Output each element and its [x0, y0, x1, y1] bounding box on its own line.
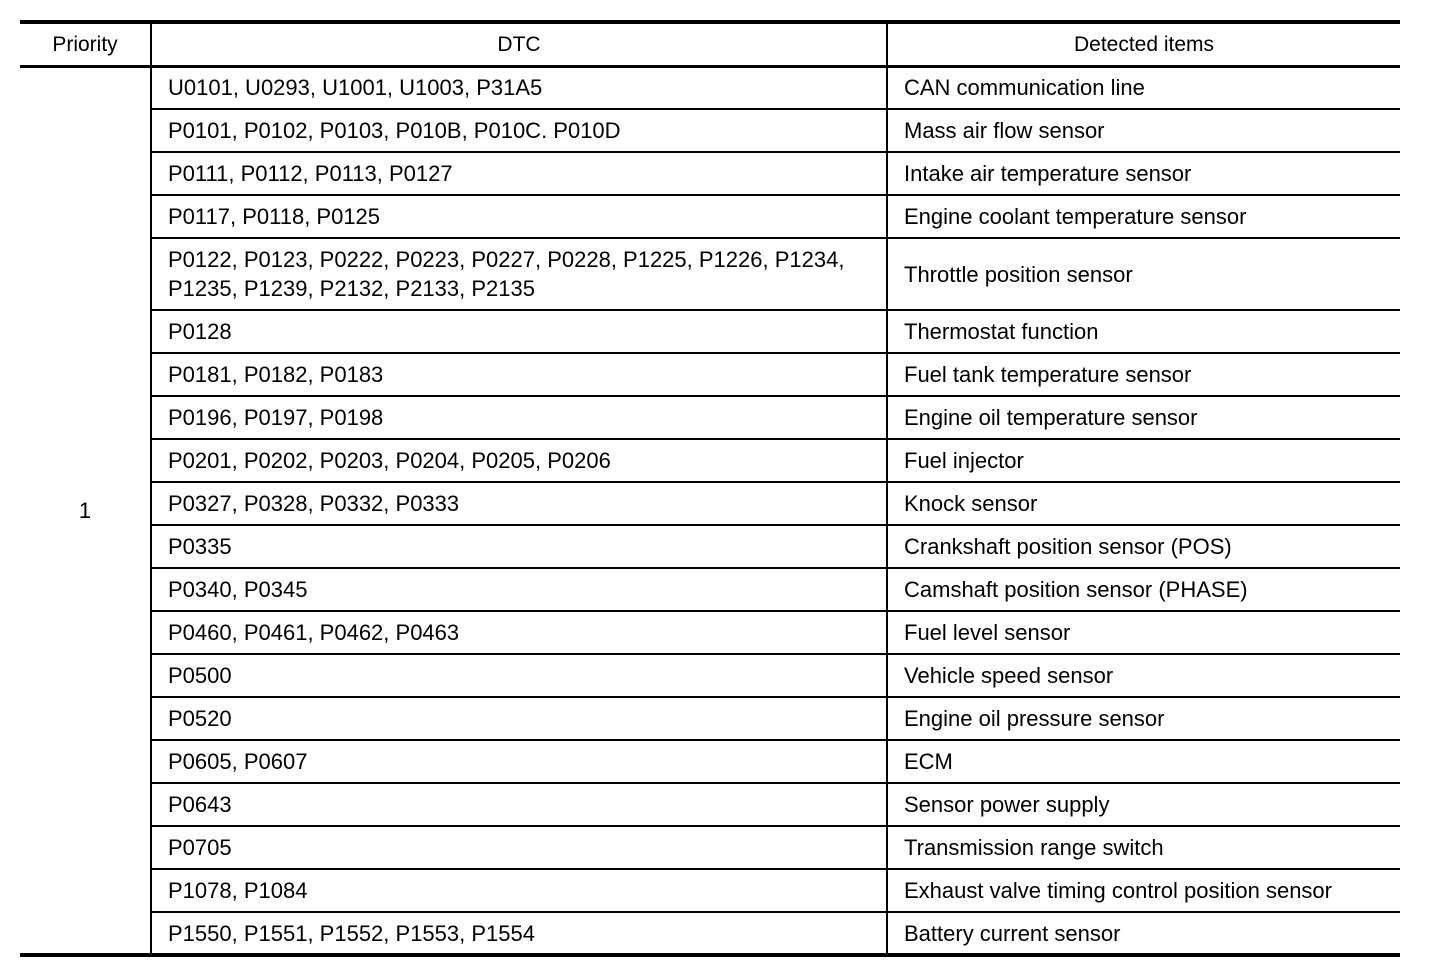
dtc-cell: P0122, P0123, P0222, P0223, P0227, P0228, P1225, P1226, P1234, P1235, P1239, P2132, P2133, P2135 [151, 238, 887, 310]
table-row [20, 238, 1400, 310]
table-row [20, 783, 1400, 826]
detected-item-cell: CAN communication line [887, 66, 1400, 109]
dtc-cell: P0111, P0112, P0113, P0127 [151, 152, 887, 195]
detected-item-cell: Mass air flow sensor [887, 109, 1400, 152]
dtc-cell: P0327, P0328, P0332, P0333 [151, 482, 887, 525]
detected-items-column-header: Detected items [887, 22, 1400, 66]
table-row [20, 740, 1400, 783]
detected-item-cell: Battery current sensor [887, 912, 1400, 955]
detected-item-cell: Engine oil temperature sensor [887, 396, 1400, 439]
table-row [20, 568, 1400, 611]
table-row [20, 109, 1400, 152]
detected-item-cell: Transmission range switch [887, 826, 1400, 869]
dtc-cell: P0117, P0118, P0125 [151, 195, 887, 238]
table-row [20, 482, 1400, 525]
table-row [20, 66, 1400, 109]
table-body [20, 66, 1400, 955]
dtc-cell: P1078, P1084 [151, 869, 887, 912]
detected-item-cell: Fuel level sensor [887, 611, 1400, 654]
detected-item-cell: Intake air temperature sensor [887, 152, 1400, 195]
table-row [20, 525, 1400, 568]
dtc-cell: P0128 [151, 310, 887, 353]
dtc-cell: P0605, P0607 [151, 740, 887, 783]
dtc-cell: P0705 [151, 826, 887, 869]
detected-item-cell: ECM [887, 740, 1400, 783]
dtc-cell: P0643 [151, 783, 887, 826]
table-row [20, 353, 1400, 396]
detected-item-cell: Fuel injector [887, 439, 1400, 482]
dtc-cell: P0340, P0345 [151, 568, 887, 611]
dtc-cell: P0460, P0461, P0462, P0463 [151, 611, 887, 654]
detected-item-cell: Throttle position sensor [887, 238, 1400, 310]
table-row [20, 912, 1400, 955]
table-row [20, 826, 1400, 869]
table-header [20, 22, 1400, 66]
dtc-cell: P0520 [151, 697, 887, 740]
detected-item-cell: Exhaust valve timing control position sensor [887, 869, 1400, 912]
table-row [20, 869, 1400, 912]
dtc-cell: P0196, P0197, P0198 [151, 396, 887, 439]
table-row [20, 195, 1400, 238]
table-row [20, 697, 1400, 740]
dtc-cell: U0101, U0293, U1001, U1003, P31A5 [151, 66, 887, 109]
table-row [20, 310, 1400, 353]
detected-item-cell: Sensor power supply [887, 783, 1400, 826]
header-row [20, 22, 1400, 66]
dtc-cell: P0500 [151, 654, 887, 697]
dtc-cell: P0201, P0202, P0203, P0204, P0205, P0206 [151, 439, 887, 482]
table-row [20, 611, 1400, 654]
dtc-column-header: DTC [151, 22, 887, 66]
table-row [20, 654, 1400, 697]
detected-item-cell: Engine coolant temperature sensor [887, 195, 1400, 238]
detected-item-cell: Knock sensor [887, 482, 1400, 525]
detected-item-cell: Fuel tank temperature sensor [887, 353, 1400, 396]
table-row [20, 439, 1400, 482]
dtc-cell: P0101, P0102, P0103, P010B, P010C. P010D [151, 109, 887, 152]
table-row [20, 396, 1400, 439]
detected-item-cell: Thermostat function [887, 310, 1400, 353]
priority-column-header: Priority [20, 22, 151, 66]
dtc-priority-table [20, 20, 1400, 957]
dtc-cell: P0181, P0182, P0183 [151, 353, 887, 396]
detected-item-cell: Engine oil pressure sensor [887, 697, 1400, 740]
dtc-cell: P1550, P1551, P1552, P1553, P1554 [151, 912, 887, 955]
detected-item-cell: Vehicle speed sensor [887, 654, 1400, 697]
detected-item-cell: Camshaft position sensor (PHASE) [887, 568, 1400, 611]
detected-item-cell: Crankshaft position sensor (POS) [887, 525, 1400, 568]
dtc-cell: P0335 [151, 525, 887, 568]
table-row [20, 152, 1400, 195]
priority-cell: 1 [20, 66, 151, 955]
